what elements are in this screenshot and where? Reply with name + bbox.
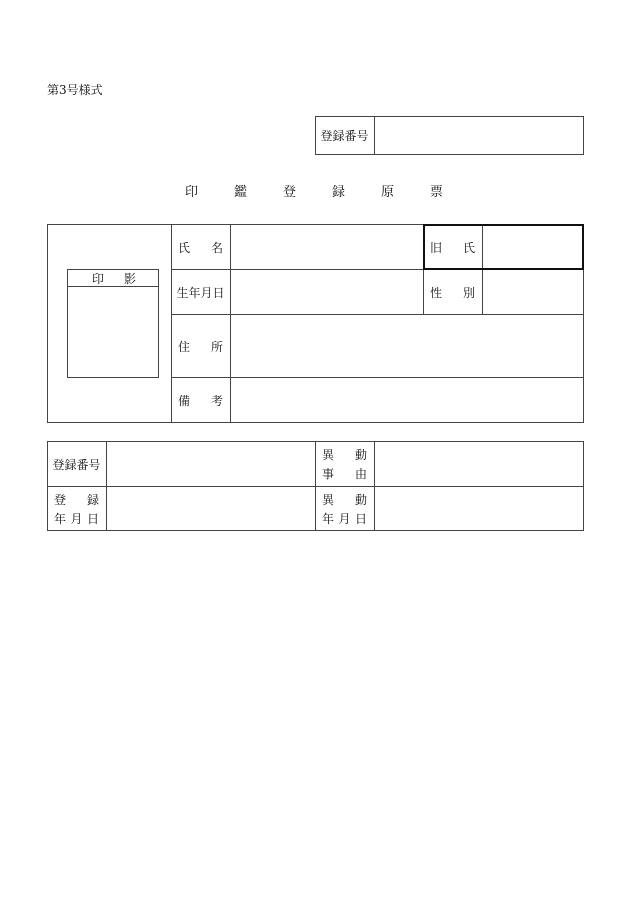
seal-impression-label: 印 影 [92,271,136,286]
change-date-field[interactable] [375,487,583,530]
remarks-label: 備 考 [178,393,223,408]
registration-date-label: 登 録 年 月 日 [54,493,99,526]
name-label: 氏 名 [178,240,223,255]
title-char: 登 [282,185,296,200]
page-title [185,181,443,200]
address-label: 住 所 [178,339,223,354]
bottom-registration-number-label: 登録番号 [52,457,101,472]
former-name-label: 旧 氏 [430,240,475,255]
name-field[interactable] [231,225,422,269]
birthdate-field[interactable] [231,270,422,314]
title-char: 原 [380,185,394,200]
title-char: 鑑 [233,185,247,200]
gender-field[interactable] [483,270,583,314]
change-date-label: 異 動 年 月 日 [322,493,367,526]
registration-date-field[interactable] [107,487,314,530]
title-char: 票 [429,185,443,200]
gender-label: 性 別 [430,285,475,300]
registration-number-label: 登録番号 [320,129,369,143]
birthdate-label: 生年月日 [176,285,225,300]
title-char: 印 [185,185,199,200]
change-reason-field[interactable] [375,442,583,486]
remarks-field[interactable] [231,378,583,422]
title-char: 録 [331,185,345,200]
registration-number-field[interactable] [375,117,583,154]
bottom-registration-number-field[interactable] [107,442,314,486]
address-field[interactable] [231,315,583,377]
form-number: 第3号様式 [47,83,103,97]
change-reason-label: 異 動 事 由 [322,448,367,481]
former-name-field[interactable] [484,226,582,268]
